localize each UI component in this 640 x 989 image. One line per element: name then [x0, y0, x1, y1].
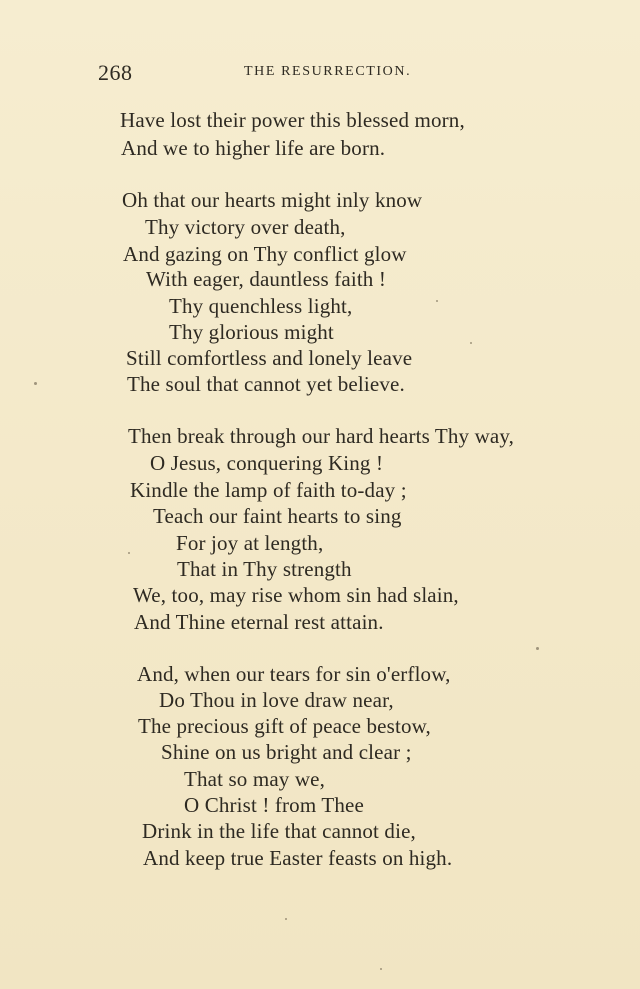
- poem-line: Thy quenchless light,: [169, 294, 353, 318]
- poem-line: Thy victory over death,: [145, 215, 346, 239]
- poem-line: O Jesus, conquering King !: [150, 451, 384, 475]
- poem-line: That so may we,: [184, 767, 326, 791]
- poem-line: Then break through our hard hearts Thy way,: [128, 424, 515, 448]
- poem-line: We, too, may rise whom sin had slain,: [133, 583, 459, 607]
- paper-speck: [34, 382, 37, 385]
- poem-line: Do Thou in love draw near,: [159, 688, 394, 712]
- poem-line: And we to higher life are born.: [121, 136, 386, 160]
- paper-speck: [470, 342, 472, 344]
- poem-line: Shine on us bright and clear ;: [161, 740, 412, 764]
- paper-speck: [128, 552, 130, 554]
- paper-speck: [436, 300, 438, 302]
- poem-line: The soul that cannot yet believe.: [127, 372, 405, 396]
- poem-line: O Christ ! from Thee: [184, 793, 364, 817]
- poem-line: And Thine eternal rest attain.: [134, 610, 384, 634]
- poem-line: And keep true Easter feasts on high.: [143, 846, 453, 870]
- poem-line: Still comfortless and lonely leave: [126, 346, 413, 370]
- poem-line: With eager, dauntless faith !: [146, 267, 386, 291]
- running-title: THE RESURRECTION.: [244, 64, 412, 79]
- poem-line: That in Thy strength: [177, 557, 352, 581]
- poem-line: Kindle the lamp of faith to-day ;: [130, 478, 407, 502]
- paper-speck: [285, 918, 287, 920]
- poem-line: Have lost their power this blessed morn,: [120, 108, 465, 132]
- poem-line: Teach our faint hearts to sing: [153, 504, 402, 528]
- paper-speck: [380, 968, 382, 970]
- page-header: [98, 60, 558, 86]
- poem-line: Thy glorious might: [169, 320, 334, 344]
- poem-line: Drink in the life that cannot die,: [142, 819, 416, 843]
- poem-line: And gazing on Thy conflict glow: [123, 242, 407, 266]
- poem-line: And, when our tears for sin o'erflow,: [137, 662, 451, 686]
- poem-line: For joy at length,: [176, 531, 324, 555]
- page-number: 268: [98, 60, 133, 85]
- paper-speck: [536, 647, 539, 650]
- poem-line: The precious gift of peace bestow,: [138, 714, 431, 738]
- poem-line: Oh that our hearts might inly know: [122, 188, 423, 212]
